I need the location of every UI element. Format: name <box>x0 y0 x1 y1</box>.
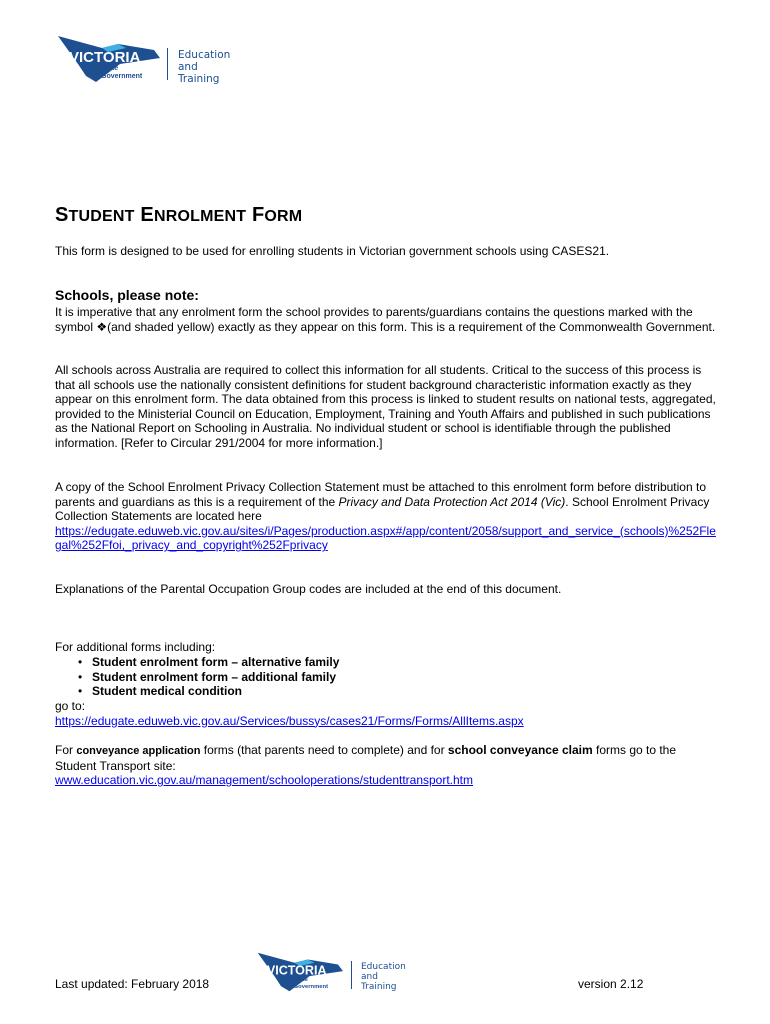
logo-department <box>361 962 406 992</box>
logo-dept-line2: and Training <box>178 61 220 85</box>
list-item: • Student enrolment form – alternative family <box>78 655 339 670</box>
logo-department <box>178 49 230 85</box>
logo-dept-line1: Education <box>361 962 406 972</box>
forms-library-link[interactable]: https://edugate.eduweb.vic.gov.au/Services/bussys/cases21/Forms/Forms/AllItems.aspx <box>55 713 524 728</box>
logo-sub-government: Government <box>293 983 329 990</box>
victoria-map-icon <box>56 34 166 84</box>
version-label: version 2.12 <box>578 977 644 991</box>
logo-brand-text: VICTORIA <box>69 49 141 66</box>
logo-sub-state: State <box>293 977 308 984</box>
conveyance-paragraph: For conveyance application forms (that parents need to complete) and for school conveyance claim forms go to the Student Transport site: www.education.vic.gov.au/management/schooloperations/studenttransport.htm <box>55 743 677 788</box>
victoria-map-icon <box>256 951 348 993</box>
logo-dept-line2: and Training <box>361 972 397 992</box>
list-item: • Student medical condition <box>78 684 339 699</box>
student-transport-link[interactable]: www.education.vic.gov.au/management/schooloperations/studenttransport.htm <box>55 773 474 788</box>
logo-divider <box>167 48 168 80</box>
privacy-statement-link[interactable]: https://edugate.eduweb.vic.gov.au/sites/i/Pages/production.aspx#/app/content/2058/support_and_service_(schools)%252Flegal%252Ffoi,_privacy_and_copyright%252Fprivacy <box>55 523 716 553</box>
note-heading: Schools, please note: <box>55 287 199 303</box>
logo-sub-government: Government <box>101 73 143 80</box>
logo-brand-text: VICTORIA <box>266 963 327 978</box>
victoria-logo <box>56 34 231 85</box>
additional-forms-list <box>78 655 339 699</box>
page-title: STUDENT ENROLMENT FORM <box>55 204 303 226</box>
additional-forms-lead: For additional forms including: <box>55 640 216 654</box>
logo-divider <box>351 961 352 989</box>
note-paragraph-1: It is imperative that any enrolment form the school provides to parents/guardians contains the questions marked with the symbol ❖(and shaded yellow) exactly as they appear on this form. This is a requirement of the Commonwealth Government. <box>55 305 716 334</box>
note-paragraph-2: All schools across Australia are required to collect this information for all students. Critical to the success of this process is that all schools use the nationally consistent definitions for student background characteristic information exactly as they appear on this enrolment form. The data obtained from this process is linked to student results on national tests, aggregated, provided to the Ministerial Council on Education, Employment, Training and Youth Affairs and published in such publications as the National Report on Schooling in Australia. No individual student or school is identifiable through the published information. [Refer to Circular 291/2004 for more information.] <box>55 363 716 450</box>
logo-sub-state: State <box>101 65 119 72</box>
logo-dept-line1: Education <box>178 49 231 61</box>
victoria-logo-footer <box>256 951 406 993</box>
intro-text: This form is designed to be used for enrolling students in Victorian government schools using CASES21. <box>55 244 610 258</box>
privacy-paragraph: A copy of the School Enrolment Privacy Collection Statement must be attached to this enrolment form before distribution to parents and guardians as this is a requirement of the Privacy and Data Protection Act 2014 (Vic). School Enrolment Privacy Collection Statements are located here https://edugate.eduweb.vic.gov.au/sites/i/Pages/production.aspx#/app/content/2058/support_and_service_(schools)%252Flegal%252Ffoi,_privacy_and_copyright%252Fprivacy <box>55 480 716 553</box>
list-item: • Student enrolment form – additional family <box>78 670 339 685</box>
additional-forms-goto: go to: https://edugate.eduweb.vic.gov.au/Services/bussys/cases21/Forms/Forms/AllItems.aspx <box>55 699 524 728</box>
last-updated: Last updated: February 2018 <box>55 977 210 991</box>
occupation-note: Explanations of the Parental Occupation Group codes are included at the end of this document. <box>55 582 562 596</box>
